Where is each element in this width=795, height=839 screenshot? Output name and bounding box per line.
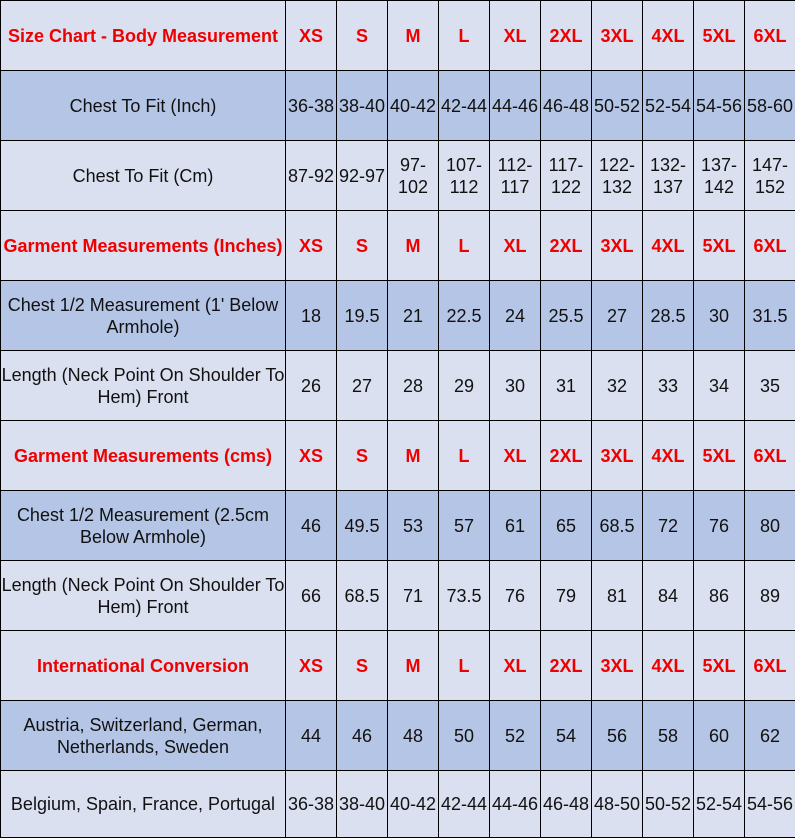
measurement-cell: 62 [745, 701, 795, 771]
size-chart-body [1, 1, 795, 838]
measurement-cell: 31 [541, 351, 592, 421]
size-header-cell: 6XL [745, 631, 795, 701]
measurement-cell: 28.5 [643, 281, 694, 351]
measurement-cell: 71 [388, 561, 439, 631]
size-header-cell: 3XL [592, 1, 643, 71]
measurement-cell: 46 [286, 491, 337, 561]
measurement-cell: 48 [388, 701, 439, 771]
section-title: Garment Measurements (Inches) [1, 211, 286, 281]
measurement-cell: 44-46 [490, 71, 541, 141]
measurement-cell: 65 [541, 491, 592, 561]
measurement-row [1, 771, 795, 838]
size-header-cell: L [439, 1, 490, 71]
measurement-cell: 35 [745, 351, 795, 421]
section-title: Garment Measurements (cms) [1, 421, 286, 491]
size-header-cell: 2XL [541, 211, 592, 281]
measurement-cell: 32 [592, 351, 643, 421]
measurement-cell: 30 [694, 281, 745, 351]
measurement-cell: 52-54 [643, 71, 694, 141]
measurement-cell: 53 [388, 491, 439, 561]
measurement-cell: 80 [745, 491, 795, 561]
measurement-cell: 40-42 [388, 771, 439, 838]
measurement-cell: 34 [694, 351, 745, 421]
size-header-cell: XL [490, 631, 541, 701]
size-header-cell: L [439, 211, 490, 281]
section-title: Size Chart - Body Measurement [1, 1, 286, 71]
measurement-cell: 31.5 [745, 281, 795, 351]
size-header-cell: M [388, 631, 439, 701]
measurement-cell: 58 [643, 701, 694, 771]
measurement-row [1, 71, 795, 141]
measurement-cell: 18 [286, 281, 337, 351]
measurement-cell: 27 [337, 351, 388, 421]
measurement-cell: 107-112 [439, 141, 490, 211]
size-header-cell: XS [286, 1, 337, 71]
measurement-cell: 54-56 [745, 771, 795, 838]
size-header-cell: 5XL [694, 211, 745, 281]
measurement-cell: 22.5 [439, 281, 490, 351]
measurement-cell: 36-38 [286, 71, 337, 141]
measurement-row [1, 281, 795, 351]
measurement-cell: 81 [592, 561, 643, 631]
measurement-cell: 89 [745, 561, 795, 631]
measurement-cell: 24 [490, 281, 541, 351]
measurement-cell: 36-38 [286, 771, 337, 838]
size-header-cell: 4XL [643, 1, 694, 71]
row-label: Length (Neck Point On Shoulder To Hem) Front [1, 351, 286, 421]
measurement-cell: 56 [592, 701, 643, 771]
row-label: Austria, Switzerland, German, Netherlands, Sweden [1, 701, 286, 771]
measurement-cell: 25.5 [541, 281, 592, 351]
section-header-row [1, 211, 795, 281]
section-header-row [1, 421, 795, 491]
row-label: Chest To Fit (Cm) [1, 141, 286, 211]
measurement-cell: 21 [388, 281, 439, 351]
measurement-cell: 57 [439, 491, 490, 561]
section-header-row [1, 631, 795, 701]
size-header-cell: 3XL [592, 211, 643, 281]
measurement-cell: 49.5 [337, 491, 388, 561]
size-header-cell: S [337, 1, 388, 71]
size-header-cell: XS [286, 421, 337, 491]
measurement-cell: 112-117 [490, 141, 541, 211]
measurement-cell: 87-92 [286, 141, 337, 211]
measurement-cell: 132-137 [643, 141, 694, 211]
measurement-cell: 33 [643, 351, 694, 421]
size-header-cell: M [388, 421, 439, 491]
measurement-cell: 30 [490, 351, 541, 421]
row-label: Length (Neck Point On Shoulder To Hem) Front [1, 561, 286, 631]
measurement-cell: 40-42 [388, 71, 439, 141]
measurement-cell: 50-52 [643, 771, 694, 838]
measurement-cell: 52 [490, 701, 541, 771]
size-header-cell: S [337, 211, 388, 281]
size-header-cell: M [388, 1, 439, 71]
measurement-row [1, 491, 795, 561]
measurement-cell: 46 [337, 701, 388, 771]
measurement-cell: 61 [490, 491, 541, 561]
measurement-cell: 29 [439, 351, 490, 421]
measurement-cell: 84 [643, 561, 694, 631]
size-header-cell: XS [286, 631, 337, 701]
measurement-cell: 46-48 [541, 771, 592, 838]
size-header-cell: XL [490, 1, 541, 71]
measurement-cell: 76 [490, 561, 541, 631]
measurement-row [1, 561, 795, 631]
measurement-cell: 73.5 [439, 561, 490, 631]
measurement-cell: 58-60 [745, 71, 795, 141]
measurement-cell: 79 [541, 561, 592, 631]
measurement-cell: 28 [388, 351, 439, 421]
measurement-cell: 38-40 [337, 771, 388, 838]
measurement-cell: 86 [694, 561, 745, 631]
size-header-cell: 4XL [643, 421, 694, 491]
measurement-cell: 19.5 [337, 281, 388, 351]
measurement-cell: 97-102 [388, 141, 439, 211]
measurement-cell: 68.5 [592, 491, 643, 561]
size-header-cell: 4XL [643, 211, 694, 281]
row-label: Chest 1/2 Measurement (1' Below Armhole) [1, 281, 286, 351]
size-header-cell: L [439, 631, 490, 701]
row-label: Belgium, Spain, France, Portugal [1, 771, 286, 838]
measurement-cell: 76 [694, 491, 745, 561]
size-header-cell: 4XL [643, 631, 694, 701]
size-header-cell: 6XL [745, 211, 795, 281]
measurement-cell: 52-54 [694, 771, 745, 838]
measurement-cell: 72 [643, 491, 694, 561]
measurement-row [1, 141, 795, 211]
measurement-cell: 26 [286, 351, 337, 421]
measurement-cell: 122-132 [592, 141, 643, 211]
measurement-cell: 92-97 [337, 141, 388, 211]
measurement-cell: 137-142 [694, 141, 745, 211]
measurement-cell: 66 [286, 561, 337, 631]
row-label: Chest To Fit (Inch) [1, 71, 286, 141]
measurement-cell: 54 [541, 701, 592, 771]
measurement-cell: 54-56 [694, 71, 745, 141]
size-header-cell: XL [490, 211, 541, 281]
measurement-cell: 44 [286, 701, 337, 771]
size-header-cell: S [337, 631, 388, 701]
section-header-row [1, 1, 795, 71]
measurement-cell: 60 [694, 701, 745, 771]
measurement-cell: 50-52 [592, 71, 643, 141]
size-header-cell: L [439, 421, 490, 491]
size-header-cell: 2XL [541, 1, 592, 71]
measurement-cell: 38-40 [337, 71, 388, 141]
size-header-cell: 6XL [745, 421, 795, 491]
measurement-cell: 48-50 [592, 771, 643, 838]
measurement-cell: 46-48 [541, 71, 592, 141]
size-header-cell: 2XL [541, 421, 592, 491]
size-header-cell: 5XL [694, 631, 745, 701]
measurement-cell: 44-46 [490, 771, 541, 838]
size-header-cell: M [388, 211, 439, 281]
size-header-cell: 5XL [694, 1, 745, 71]
measurement-row [1, 351, 795, 421]
measurement-cell: 27 [592, 281, 643, 351]
measurement-cell: 42-44 [439, 71, 490, 141]
size-header-cell: 5XL [694, 421, 745, 491]
size-header-cell: XS [286, 211, 337, 281]
measurement-cell: 68.5 [337, 561, 388, 631]
measurement-cell: 42-44 [439, 771, 490, 838]
size-header-cell: XL [490, 421, 541, 491]
measurement-row [1, 701, 795, 771]
row-label: Chest 1/2 Measurement (2.5cm Below Armhole) [1, 491, 286, 561]
section-title: International Conversion [1, 631, 286, 701]
size-header-cell: S [337, 421, 388, 491]
measurement-cell: 117-122 [541, 141, 592, 211]
measurement-cell: 147-152 [745, 141, 795, 211]
size-header-cell: 3XL [592, 421, 643, 491]
measurement-cell: 50 [439, 701, 490, 771]
size-header-cell: 3XL [592, 631, 643, 701]
size-header-cell: 2XL [541, 631, 592, 701]
size-header-cell: 6XL [745, 1, 795, 71]
